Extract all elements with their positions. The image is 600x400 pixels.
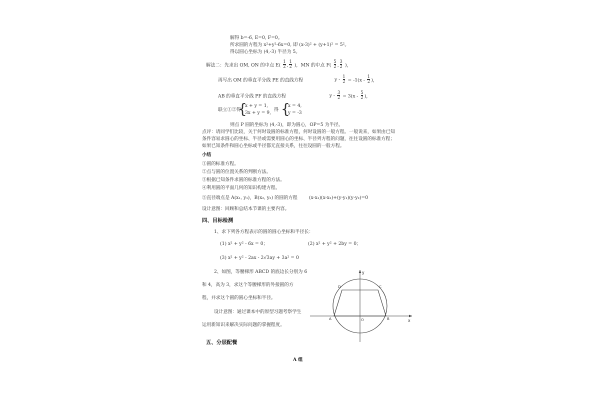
fraction-denominator: 2 <box>337 95 341 101</box>
system-equation: 3x + y = 9, <box>245 111 272 116</box>
summary-item: ③根据已知条件求圆的标准方程的方法。 <box>202 178 285 183</box>
comment-line: 点评：请同学们比较，关于何时设圆的标准方程，何时设圆的一般方程。一般说来，如果由已知 <box>202 130 395 135</box>
x-axis-arrow-icon <box>409 315 412 317</box>
left-brace-icon: { <box>238 102 247 118</box>
fraction <box>334 60 337 70</box>
fraction-numerator: 1 <box>342 74 346 79</box>
axis-label-y: y <box>362 270 365 275</box>
fraction <box>361 91 364 101</box>
design-intent: 运用新知识来解决实际问题的掌握程度。 <box>202 323 285 328</box>
fraction <box>337 91 340 101</box>
comment-line: 条件容易求圆心的坐标、半径或需要用圆心的坐标、半径列方程的问题，往往设圆的标准方程； <box>202 137 395 142</box>
exercise-item: (3) x² + y² - 2ax - 2√3ay + 3a² = 0 <box>220 256 299 261</box>
equation-part: y - <box>329 94 337 100</box>
exercise-question: 1、求下列各方程表示的圆的圆心坐标和半径长： <box>214 230 314 235</box>
summary-item: ①圆的标准方程。 <box>202 162 239 167</box>
summary-item: ④利用圆的平面几何的知识构建方程。 <box>202 186 281 191</box>
equation-part: )， <box>371 78 378 84</box>
vertex-label: C <box>379 285 382 289</box>
summary-item: ②点与圆的位置关系的判断方法。 <box>202 170 271 175</box>
method-two-text: )，MN 的中点 F( <box>294 63 332 69</box>
summary-item <box>202 196 368 202</box>
design-intent: 设计意图：回顾和总结本节课的主要内容。 <box>202 207 290 212</box>
section-heading: 四、目标检测 <box>202 218 234 224</box>
fraction <box>283 60 286 70</box>
summary-heading: 小结 <box>202 153 212 158</box>
fraction-numerator: 3 <box>339 59 343 64</box>
system-equation: x + y = 1, <box>245 104 269 109</box>
exercise-question: 和 4，高为 3，求这个等腰梯形的外接圆的方 <box>202 283 294 288</box>
origin-label: O <box>361 318 364 322</box>
bisector-text: AB 的垂直平分线 PF 的直线方程 <box>218 94 286 100</box>
group-heading: A 组 <box>293 358 303 363</box>
fraction <box>367 75 370 85</box>
section-heading: 五、分层配餐 <box>206 340 238 346</box>
comment-line: 如果已知条件和圆心坐标或半径都无直接关系，往往设圆的一般方程。 <box>202 144 345 149</box>
system-intro: 联立①②得 <box>218 108 241 113</box>
fraction-denominator: 2 <box>283 64 286 70</box>
diameter-circle-equation: (x-x₁)(x-x₂)+(y-y₁)(y-y₂)=0 <box>308 196 369 201</box>
solution-line: 解得 b=-6, E=0, F=0。 <box>230 36 283 41</box>
system-solution: x = 4, <box>288 104 302 109</box>
bisector-line-pf <box>218 91 371 101</box>
fraction-numerator: 1 <box>367 74 371 79</box>
exercise-question: 程，并求这个圆的圆心坐标和半径。 <box>202 296 276 301</box>
system-solution: y = -3 <box>288 111 302 116</box>
fraction-numerator: 5 <box>333 59 337 64</box>
fraction-numerator: 3 <box>337 90 341 95</box>
design-intent: 设计意图：通过课本中的原型习题考察学生 <box>214 310 302 315</box>
equation-part: = -1(x - <box>346 78 367 84</box>
trapezoid-circle-figure <box>306 268 416 344</box>
system-intro: 得 <box>274 108 279 113</box>
exercise-item: (2) x² + y² + 2by = 0； <box>308 242 362 247</box>
fraction-denominator: 2 <box>367 79 371 85</box>
axis-label-x: x <box>408 318 411 323</box>
bisector-text: 再写出 OM 的垂直平分线 PE 的直线方程 <box>218 78 304 84</box>
fraction-numerator: 5 <box>360 90 364 95</box>
method-two-line: 解法二：先求出 OM, ON 的中点 E( $\frac{1}{2}$ , $\frac{1}{2}$ )，MN 的中点 F( $\frac{5}{2}$ , $\frac{3}{2}$ )， <box>206 59 352 70</box>
equation-part: y - <box>334 78 342 84</box>
vertex-label: A <box>329 317 332 321</box>
solution-line: 得以圆心坐标为 (4,-3) 半径为 5。 <box>230 50 301 55</box>
fraction <box>340 60 343 70</box>
fraction-numerator: 1 <box>289 59 292 64</box>
y-axis-arrow-icon <box>359 270 361 273</box>
equation-part: )， <box>364 94 371 100</box>
equation-part: = 3(x - <box>341 94 360 100</box>
fraction <box>289 60 292 70</box>
solution-line: 所求圆的方程为 x²+y²-6x=0, 即 (x-3)² + (y+1)² = 5²。 <box>230 43 350 48</box>
exercise-item: (1) x² + y² - 6x = 0； <box>220 242 268 247</box>
fraction-denominator: 2 <box>289 64 292 70</box>
fraction-denominator: 2 <box>339 64 343 70</box>
summary-text: ⑤直径端点是 A(x₁, y₁)，B(x₂, y₂) 的圆的方程 <box>202 196 298 201</box>
fraction-denominator: 2 <box>333 64 337 70</box>
conclusion-line: 则点 P 圆的坐标为 (4,-3)，即为圆心，OP=5 为半径。 <box>230 123 344 128</box>
fraction <box>343 75 346 85</box>
vertex-label: D <box>338 285 341 289</box>
bisector-line-pe <box>218 75 377 85</box>
method-two-text: 解法二：先求出 OM, ON 的中点 E( <box>206 63 281 69</box>
vertex-label: B <box>387 317 390 321</box>
fraction-numerator: 1 <box>283 59 286 64</box>
method-two-text: )， <box>344 63 352 69</box>
fraction-denominator: 2 <box>342 79 346 85</box>
fraction-denominator: 2 <box>360 95 364 101</box>
left-brace-icon: { <box>281 102 290 118</box>
exercise-question: 2、如图，等腰梯形 ABCD 的底边长分别为 6 <box>214 270 308 275</box>
